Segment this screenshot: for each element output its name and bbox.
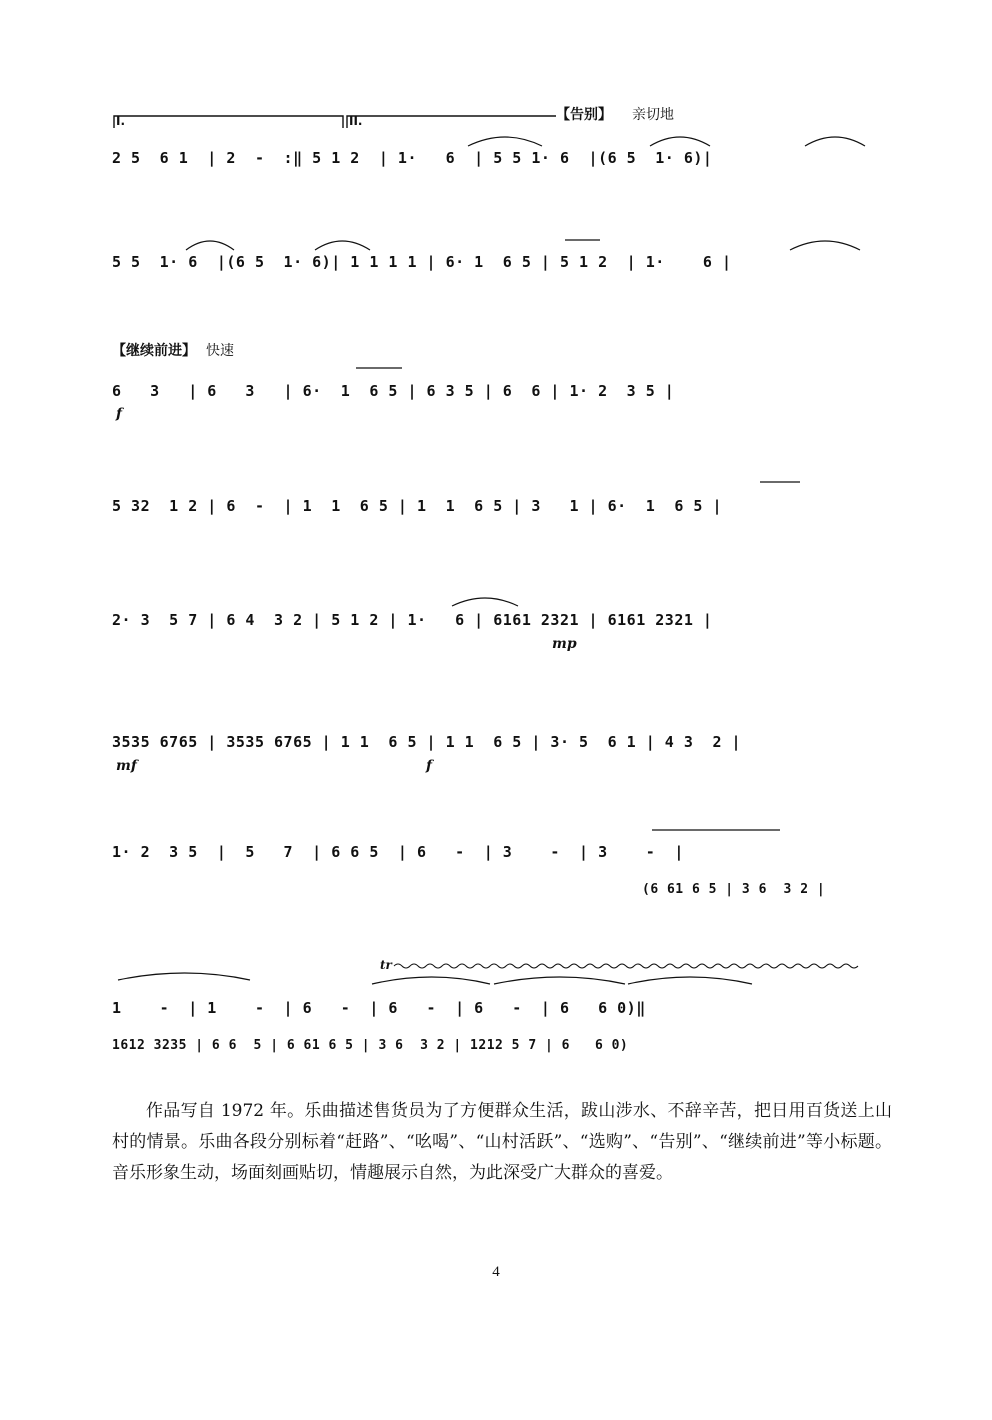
page-number: 4 [492,1264,500,1280]
score-row-2: 5 5 1· 6 |(6 5 1· 6)| 1 1 1 1 | 6· 1 6 5 | 5 1 2 | 1· 6 | [112,253,732,271]
score-row-3: 6 3 | 6 3 | 6· 1 6 5 | 6 3 5 | 6 6 | 1· 2 3 5 | [112,382,675,400]
section-title-continue: 【继续前进】 [112,343,196,359]
description-paragraph: 作品写自 1972 年。乐曲描述售货员为了方便群众生活，跋山涉水、不辞辛苦，把日用百货送上山村的情景。乐曲各段分别标着“赶路”、“吆喝”、“山村活跃”、“选购”、“告别”、“继续前进”等小标题。音乐形象生动，场面刻画贴切，情趣展示自然，为此深受广大群众的喜爱。 [112,1101,892,1183]
score-row-7-upper: 1· 2 3 5 | 5 7 | 6 6 5 | 6 - | 3 - | 3 - | [112,843,684,861]
score-row-4: 5 32 1 2 | 6 - | 1 1 6 5 | 1 1 6 5 | 3 1 | 6· 1 6 5 | [112,497,722,515]
section-tempo-continue: 快速 [206,343,234,359]
score-row-7-lower: (6 61 6 5 | 3 6 3 2 | [642,882,826,897]
score-row-1: 2 5 6 1 | 2 - :‖ 5 1 2 | 1· 6 | 5 5 1· 6 |(6 5 1· 6)| [112,149,713,167]
section-title-farewell: 【告别】 [556,107,612,123]
score-row-5: 2· 3 5 7 | 6 4 3 2 | 5 1 2 | 1· 6 | 6161 2321 | 6161 2321 | [112,611,713,629]
score-row-6: 3535 6765 | 3535 6765 | 1 1 6 5 | 1 1 6 5 | 3· 5 6 1 | 4 3 2 | [112,733,742,751]
score-row-8-lower: 1612 3235 | 6 6 5 | 6 61 6 5 | 3 6 3 2 | 1212 5 7 | 6 6 0) [112,1038,629,1053]
score-row-8-upper: 1 - | 1 - | 6 - | 6 - | 6 - | 6 6 0)‖ [112,999,646,1017]
trill-mark: tr [380,958,392,972]
dynamic-mark-f-second: f [426,758,433,774]
volta-second-label: II. [349,114,363,128]
volta-first-label: I. [116,114,126,128]
section-tempo-farewell: 亲切地 [632,107,674,123]
dynamic-mark-mf: mf [116,758,137,774]
dynamic-mark-mp: mp [552,636,577,652]
dynamic-mark-f: f [116,406,123,422]
